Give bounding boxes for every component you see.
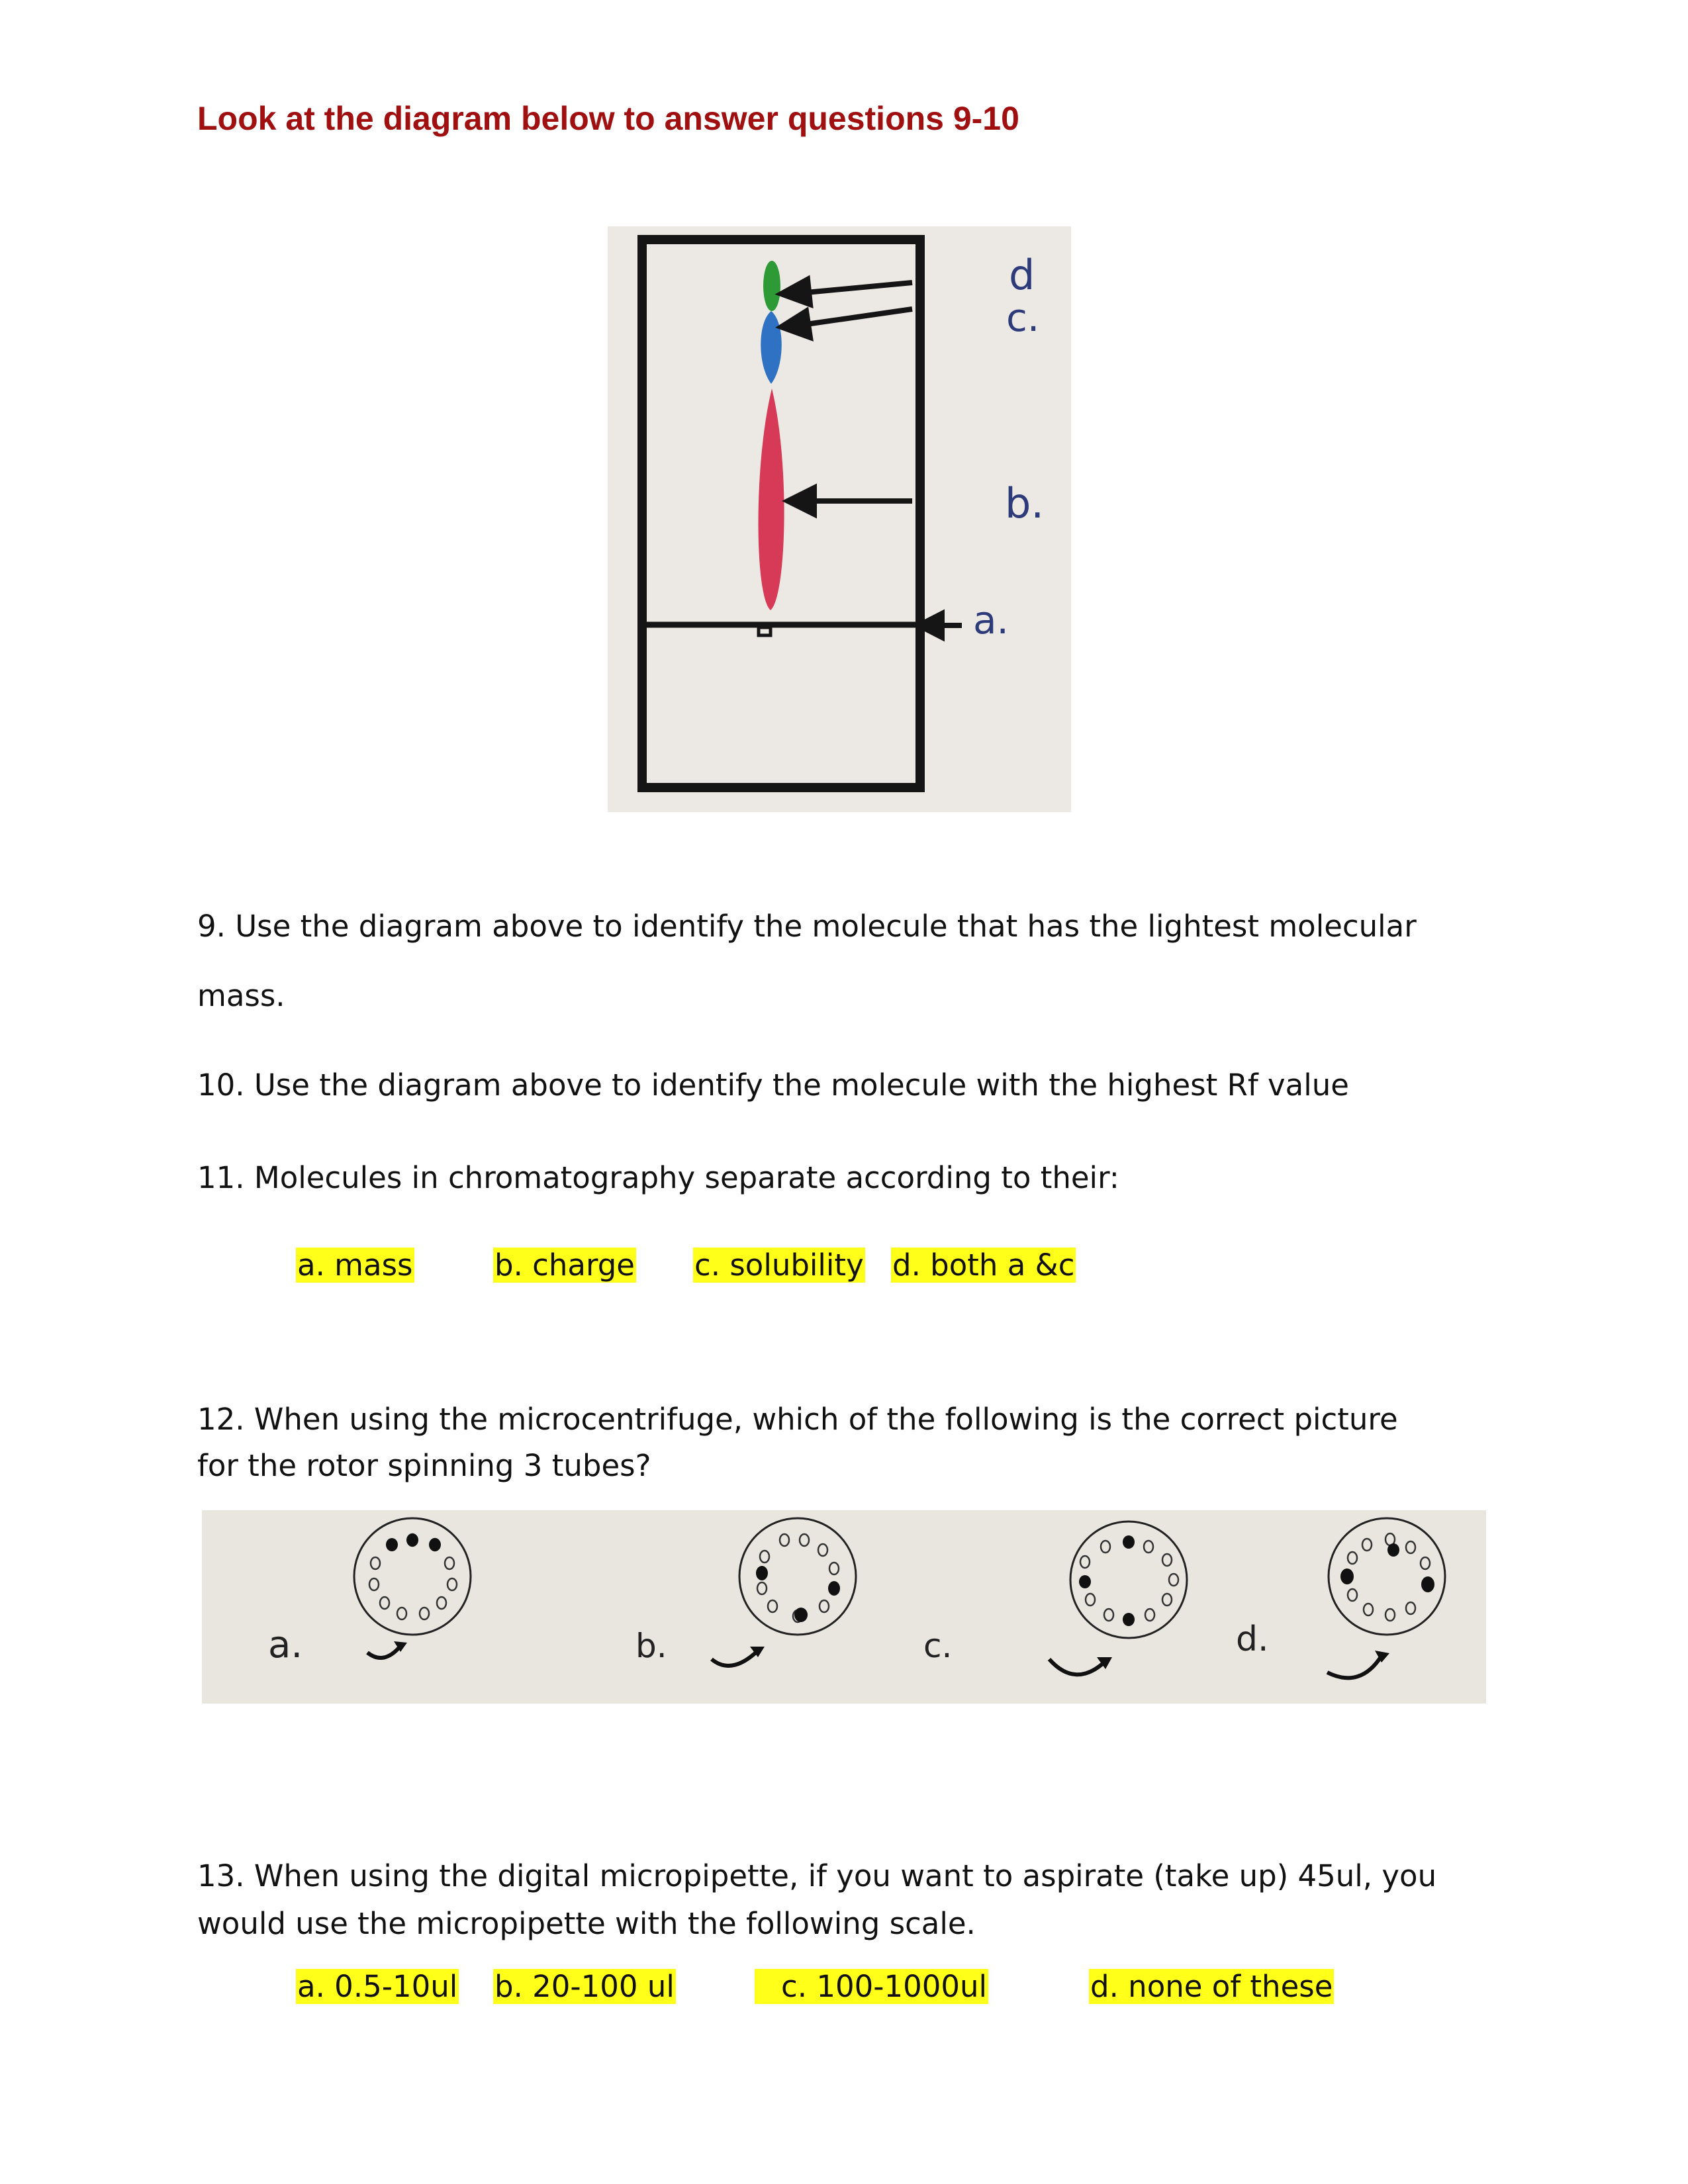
q13-option-b[interactable]: b. 20-100 ul xyxy=(494,1969,675,2004)
label-a: a. xyxy=(973,598,1009,643)
arrow-d-head xyxy=(781,279,810,304)
rotor-a-arrow xyxy=(367,1646,400,1658)
q11-options xyxy=(0,1248,1688,1294)
q11-option-a[interactable]: a. mass xyxy=(297,1248,413,1283)
question-9-line-2: mass. xyxy=(197,978,285,1013)
arrow-b-head xyxy=(788,488,814,514)
question-12-line-1: 12. When using the microcentrifuge, which of the following is the correct picture xyxy=(197,1402,1398,1437)
arrow-c-shaft xyxy=(806,309,912,324)
rotor-label-a: a. xyxy=(268,1623,303,1666)
question-11: 11. Molecules in chromatography separate according to their: xyxy=(197,1160,1119,1195)
q13-option-a[interactable]: a. 0.5-10ul xyxy=(297,1969,458,2004)
q11-option-d[interactable]: d. both a &c xyxy=(892,1248,1075,1283)
q11-option-c[interactable]: c. solubility xyxy=(694,1248,864,1283)
label-d: d xyxy=(1009,251,1035,299)
label-c: c. xyxy=(1006,295,1040,340)
chromatography-drawing xyxy=(608,226,1071,812)
question-10: 10. Use the diagram above to identify the molecule with the highest Rf value xyxy=(197,1068,1349,1103)
rotor-options-image xyxy=(202,1510,1486,1704)
arrow-c-head xyxy=(781,311,810,338)
rotor-c-arrow xyxy=(1049,1659,1105,1674)
question-13-line-1: 13. When using the digital micropipette, if you want to aspirate (take up) 45ul, you xyxy=(197,1858,1437,1893)
green-band-d xyxy=(763,261,780,311)
question-12-line-2: for the rotor spinning 3 tubes? xyxy=(197,1448,651,1483)
chromatography-diagram xyxy=(608,226,1071,812)
q11-option-b[interactable]: b. charge xyxy=(494,1248,635,1283)
q13-options xyxy=(0,1969,1688,2015)
arrow-d-shaft xyxy=(806,283,912,293)
question-13-line-2: would use the micropipette with the following scale. xyxy=(197,1906,976,1941)
rotor-label-c: c. xyxy=(923,1627,953,1665)
origin-spot xyxy=(759,627,771,635)
red-band-b xyxy=(759,388,784,610)
page-heading: Look at the diagram below to answer questions 9-10 xyxy=(197,100,1019,137)
q13-option-d[interactable]: d. none of these xyxy=(1090,1969,1333,2004)
q13-option-c[interactable]: c. 100-1000ul xyxy=(755,1969,988,2004)
rotor-d-arrow xyxy=(1327,1656,1382,1678)
rotor-b-arrow xyxy=(712,1651,758,1666)
rotor-label-d: d. xyxy=(1236,1619,1269,1659)
label-b: b. xyxy=(1005,479,1045,527)
question-9-line-1: 9. Use the diagram above to identify the molecule that has the lightest molecular xyxy=(197,909,1417,944)
blue-band-c xyxy=(761,311,782,384)
rotor-label-b: b. xyxy=(635,1627,667,1665)
rotor-drawings xyxy=(202,1510,1486,1704)
